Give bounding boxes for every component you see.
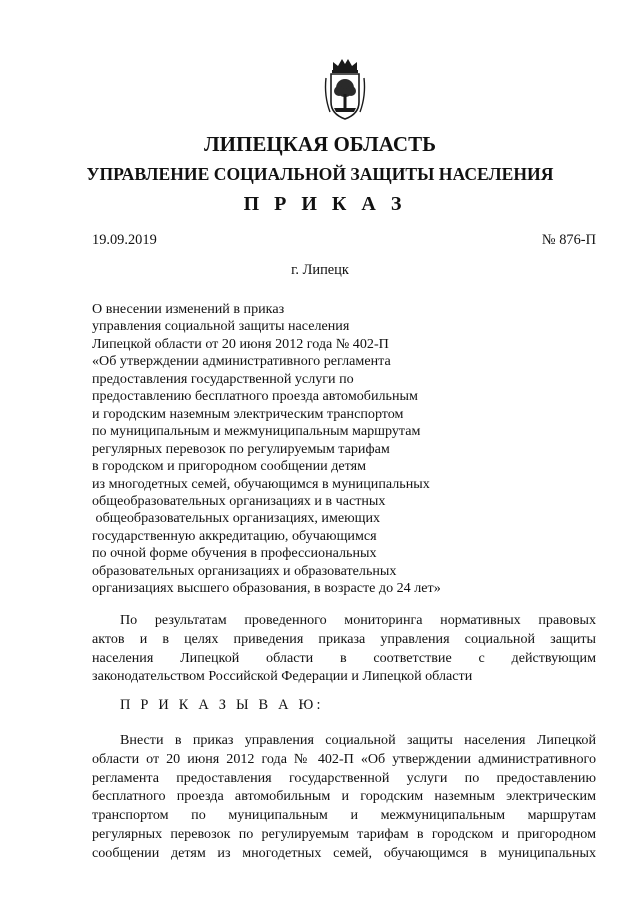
subject-line: по муниципальным и межмуниципальным маршрутам bbox=[92, 423, 421, 440]
order-subject bbox=[92, 301, 441, 598]
subject-line: и городским наземным электрическим транспортом bbox=[92, 405, 404, 422]
order-body-paragraph bbox=[92, 731, 596, 863]
body-line: регулярных перевозок по регулируемым тарифам в городском и пригородном bbox=[92, 825, 596, 842]
order-directive-heading: П Р И К А З Ы В А Ю: bbox=[120, 697, 324, 713]
document-type-title: П Р И К А З bbox=[243, 193, 407, 215]
subject-line: общеобразовательных организациях и в частных bbox=[92, 492, 386, 509]
basis-line: населения Липецкой области в соответствие с действующим bbox=[92, 649, 596, 666]
subject-line: из многодетных семей, обучающимся в муниципальных bbox=[92, 475, 430, 492]
basis-paragraph bbox=[92, 611, 596, 686]
subject-line: предоставления государственной услуги по bbox=[92, 370, 354, 387]
subject-line: предоставлению бесплатного проезда автомобильным bbox=[92, 388, 418, 405]
basis-line: По результатам проведенного мониторинга нормативных правовых bbox=[120, 612, 596, 628]
subject-line: управления социальной защиты населения bbox=[92, 318, 350, 335]
subject-line: Липецкой области от 20 июня 2012 года № 402-П bbox=[92, 335, 389, 352]
body-line: сообщении детям из многодетных семей, обучающимся в муниципальных bbox=[92, 844, 596, 861]
subject-line: О внесении изменений в приказ bbox=[92, 301, 285, 317]
region-title: ЛИПЕЦКАЯ ОБЛАСТЬ bbox=[204, 132, 436, 156]
order-date: 19.09.2019 bbox=[92, 232, 157, 248]
body-line: Внести в приказ управления социальной защиты населения Липецкой bbox=[120, 732, 596, 748]
subject-line: регулярных перевозок по регулируемым тарифам bbox=[92, 440, 390, 457]
subject-line: образовательных организациях и образовательных bbox=[92, 562, 397, 579]
subject-line: общеобразовательных организациях, имеющих bbox=[92, 510, 381, 527]
body-line: области от 20 июня 2012 года № 402-П «Об утверждении административного bbox=[92, 750, 596, 767]
subject-line: в городском и пригородном сообщении детям bbox=[92, 458, 366, 475]
body-line: транспортом по муниципальным и межмуниципальным маршрутам bbox=[92, 807, 596, 824]
order-number: № 876-П bbox=[541, 232, 596, 248]
subject-line: «Об утверждении административного регламента bbox=[92, 353, 391, 370]
basis-line: законодательством Российской Федерации и Липецкой области bbox=[92, 668, 473, 685]
coat-of-arms-icon bbox=[322, 56, 368, 122]
body-line: регламента предоставления государственной услуги по предоставлению bbox=[92, 769, 596, 786]
body-line: бесплатного проезда автомобильным и городским наземным электрическим bbox=[92, 788, 596, 805]
subject-line: организациях высшего образования, в возрасте до 24 лет» bbox=[92, 580, 441, 597]
basis-line: актов и в целях приведения приказа управления социальной защиты bbox=[92, 630, 596, 647]
department-title: УПРАВЛЕНИЕ СОЦИАЛЬНОЙ ЗАЩИТЫ НАСЕЛЕНИЯ bbox=[86, 164, 554, 184]
order-city: г. Липецк bbox=[291, 262, 349, 278]
subject-line: государственную аккредитацию, обучающимся bbox=[92, 527, 377, 544]
subject-line: по очной форме обучения в профессиональных bbox=[92, 545, 377, 562]
